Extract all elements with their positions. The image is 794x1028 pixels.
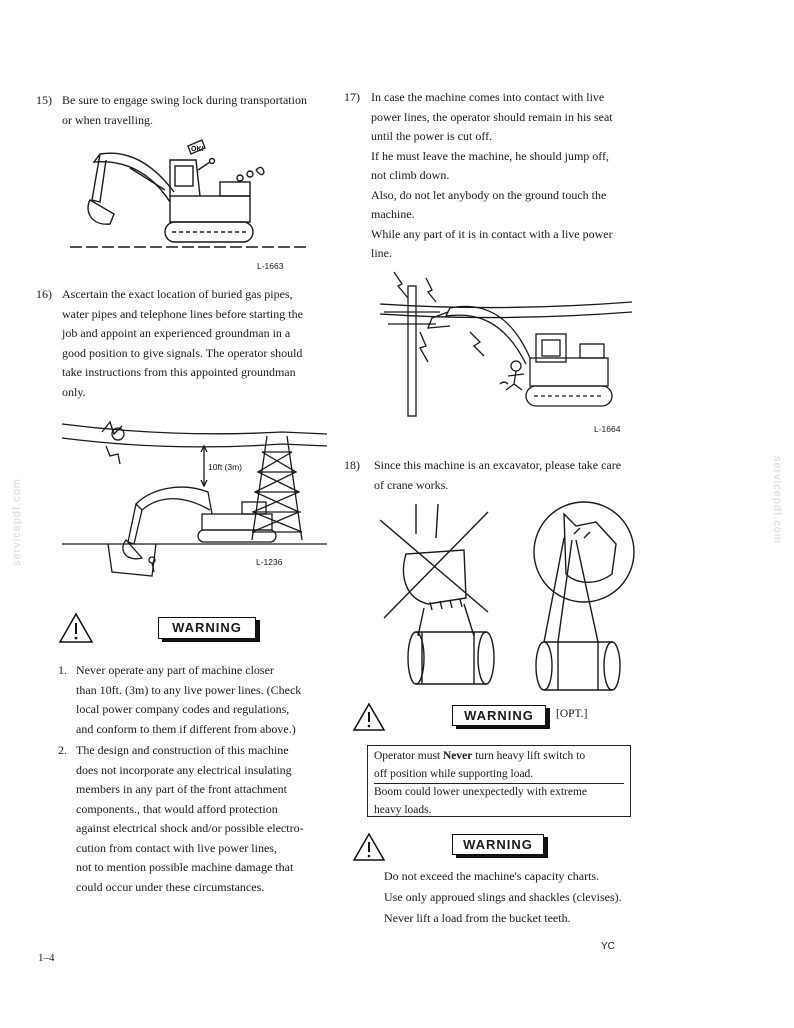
heavy-lift-warning-box [367,745,631,817]
bubble-text: OK! [191,146,204,153]
text-line: only. [62,384,86,399]
text-line: good position to give signals. The operator should [62,345,303,360]
text-line: water pipes and telephone lines before starting the [62,306,303,321]
item-18-text [374,456,636,495]
text-line: Never operate any part of machine closer [76,663,274,677]
warning-line: heavy loads. [374,803,432,816]
warning-label: WARNING [158,617,256,639]
text-line: Never lift a load from the bucket teeth. [384,911,571,925]
item-17-text [371,88,633,264]
item-16-text [62,285,324,402]
text-line: line. [371,246,392,260]
text-line: members in any part of the front attachment [76,782,287,796]
text-line: Also, do not let anybody on the ground touch the [371,187,607,202]
warning-3-label: WARNING [452,834,544,855]
figure-code-l1236: L-1236 [256,557,283,567]
clearance-label: 10ft (3m) [208,462,243,472]
figure-code-l1663: L-1663 [257,261,284,271]
warning-line: off position while supporting load. [374,766,624,785]
text-line: could occur under these circumstances. [76,879,265,894]
watermark-left: servicepdf.com [11,478,23,566]
text-line: machine. [371,207,415,221]
text-line: does not incorporate any electrical insulating [76,762,292,777]
text-line: until the power is cut off. [371,129,493,143]
text-line: Use only approued slings and shackles (clevises). [384,890,622,904]
figure-power-line-clearance [62,412,327,587]
warning-text: turn heavy lift switch to [472,750,586,762]
text-line: components., that would afford protection [76,801,278,816]
text-line: If he must leave the machine, he should jump off, [371,148,610,163]
page-number: 1–4 [38,952,55,964]
warning-item-1 [58,661,326,739]
warning-triangle-icon [58,612,94,644]
document-code: YC [601,941,615,952]
text-line: than 10ft. (3m) to any live power lines. (Check [76,682,302,697]
text-line: Ascertain the exact location of buried gas pipes, [62,287,293,301]
text-line: against electrical shock and/or possible electro- [76,821,304,835]
text-line: of crane works. [374,477,449,492]
warning-item-number: 2. [58,743,67,757]
text-line: Be sure to engage swing lock during transportation [62,93,307,107]
warning-opt-tag: [OPT.] [556,708,588,720]
text-line: local power company codes and regulations, [76,702,290,716]
warning-line: Boom could lower unexpectedly with extreme [374,786,588,798]
text-line: or when travelling. [62,112,153,127]
item-15-text [62,91,324,130]
text-line: not climb down. [371,168,450,182]
warning-3-text [384,866,634,929]
text-line: In case the machine comes into contact with live [371,90,605,104]
warning-triangle-icon [352,832,386,862]
item-17-number: 17) [344,90,360,104]
item-15-number: 15) [36,93,52,107]
text-line: power lines, the operator should remain in his seat [371,109,613,124]
text-line: cution from contact with live power lines, [76,840,277,855]
item-18-number: 18) [344,458,360,472]
warning-opt-label: WARNING [452,705,546,726]
warning-triangle-icon [352,702,386,732]
figure-live-line-contact [380,272,632,417]
item-16-number: 16) [36,287,52,301]
text-line: While any part of it is in contact with a live power [371,226,613,241]
warning-item-2 [58,741,326,897]
text-line: take instructions from this appointed groundman [62,365,296,379]
text-line: and conform to them if different from above.) [76,721,296,736]
watermark-right: servicepdf.com [771,456,783,544]
text-line: The design and construction of this machine [76,743,289,757]
text-line: Since this machine is an excavator, please take care [374,458,622,472]
warning-item-number: 1. [58,663,67,677]
figure-code-l1664: L-1664 [594,424,621,434]
text-line: job and appoint an experienced groundman in a [62,326,291,340]
warning-emphasis: Never [442,750,473,762]
text-line: Do not exceed the machine's capacity charts. [384,869,600,883]
warning-list [58,661,326,897]
figure-swing-lock-excavator [70,140,320,255]
figure-crane-work [376,504,638,694]
warning-line [374,748,624,766]
warning-text: Operator must [374,750,443,762]
text-line: not to mention possible machine damage that [76,860,294,874]
